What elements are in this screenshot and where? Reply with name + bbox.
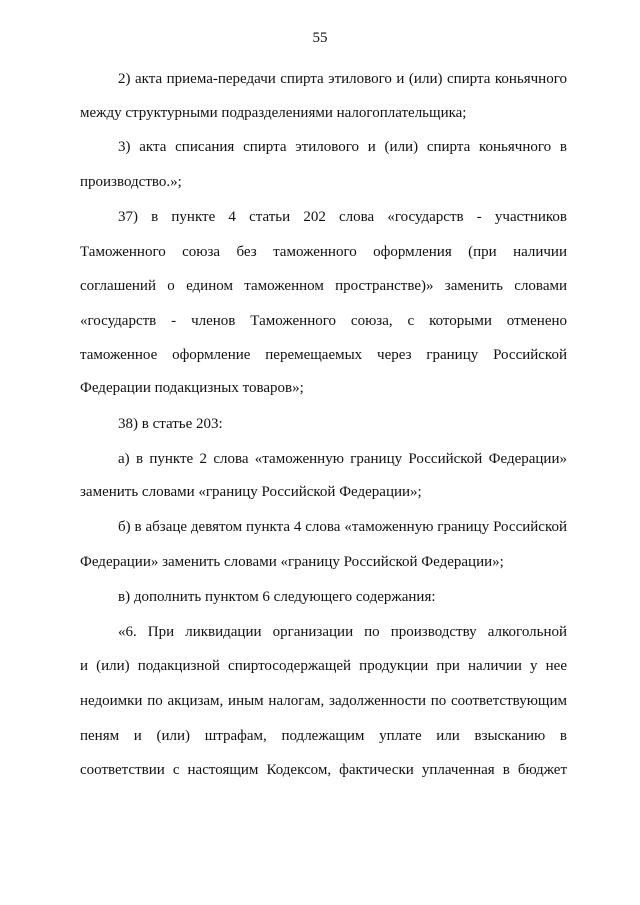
text-line: 2) акта приема-передачи спирта этилового и (или) спирта коньячного [118, 71, 567, 87]
text-line: 38) в статье 203: [118, 416, 223, 432]
page-number: 55 [312, 30, 328, 46]
text-line: «государств - членов Таможенного союза, с которыми отменено [80, 313, 567, 329]
text-line: пеням и (или) штрафам, подлежащим уплате или взысканию в [80, 728, 567, 744]
text-line: недоимки по акцизам, иным налогам, задолженности по соответствующим [80, 693, 567, 709]
text-line: заменить словами «границу Российской Федерации»; [80, 484, 422, 500]
text-line: Федерации подакцизных товаров»; [80, 380, 304, 396]
text-line: между структурными подразделениями налогоплательщика; [80, 105, 467, 121]
text-line: 37) в пункте 4 статьи 202 слова «государств - участников [118, 209, 567, 225]
text-line: а) в пункте 2 слова «таможенную границу Российской Федерации» [118, 451, 567, 467]
text-line: Федерации» заменить словами «границу Российской Федерации»; [80, 554, 504, 570]
text-line: соглашений о едином таможенном пространстве)» заменить словами [80, 278, 567, 294]
text-line: производство.»; [80, 174, 182, 190]
text-line: таможенное оформление перемещаемых через границу Российской [80, 347, 567, 363]
text-line: 3) акта списания спирта этилового и (или) спирта коньячного в [118, 139, 567, 155]
text-line: и (или) подакцизной спиртосодержащей продукции при наличии у нее [80, 658, 567, 674]
text-line: Таможенного союза без таможенного оформления (при наличии [80, 244, 567, 260]
text-line: в) дополнить пунктом 6 следующего содержания: [118, 589, 436, 605]
text-line: соответствии с настоящим Кодексом, фактически уплаченная в бюджет [80, 762, 567, 778]
text-line: «6. При ликвидации организации по производству алкогольной [118, 624, 567, 640]
text-line: б) в абзаце девятом пункта 4 слова «таможенную границу Российской [118, 519, 567, 535]
